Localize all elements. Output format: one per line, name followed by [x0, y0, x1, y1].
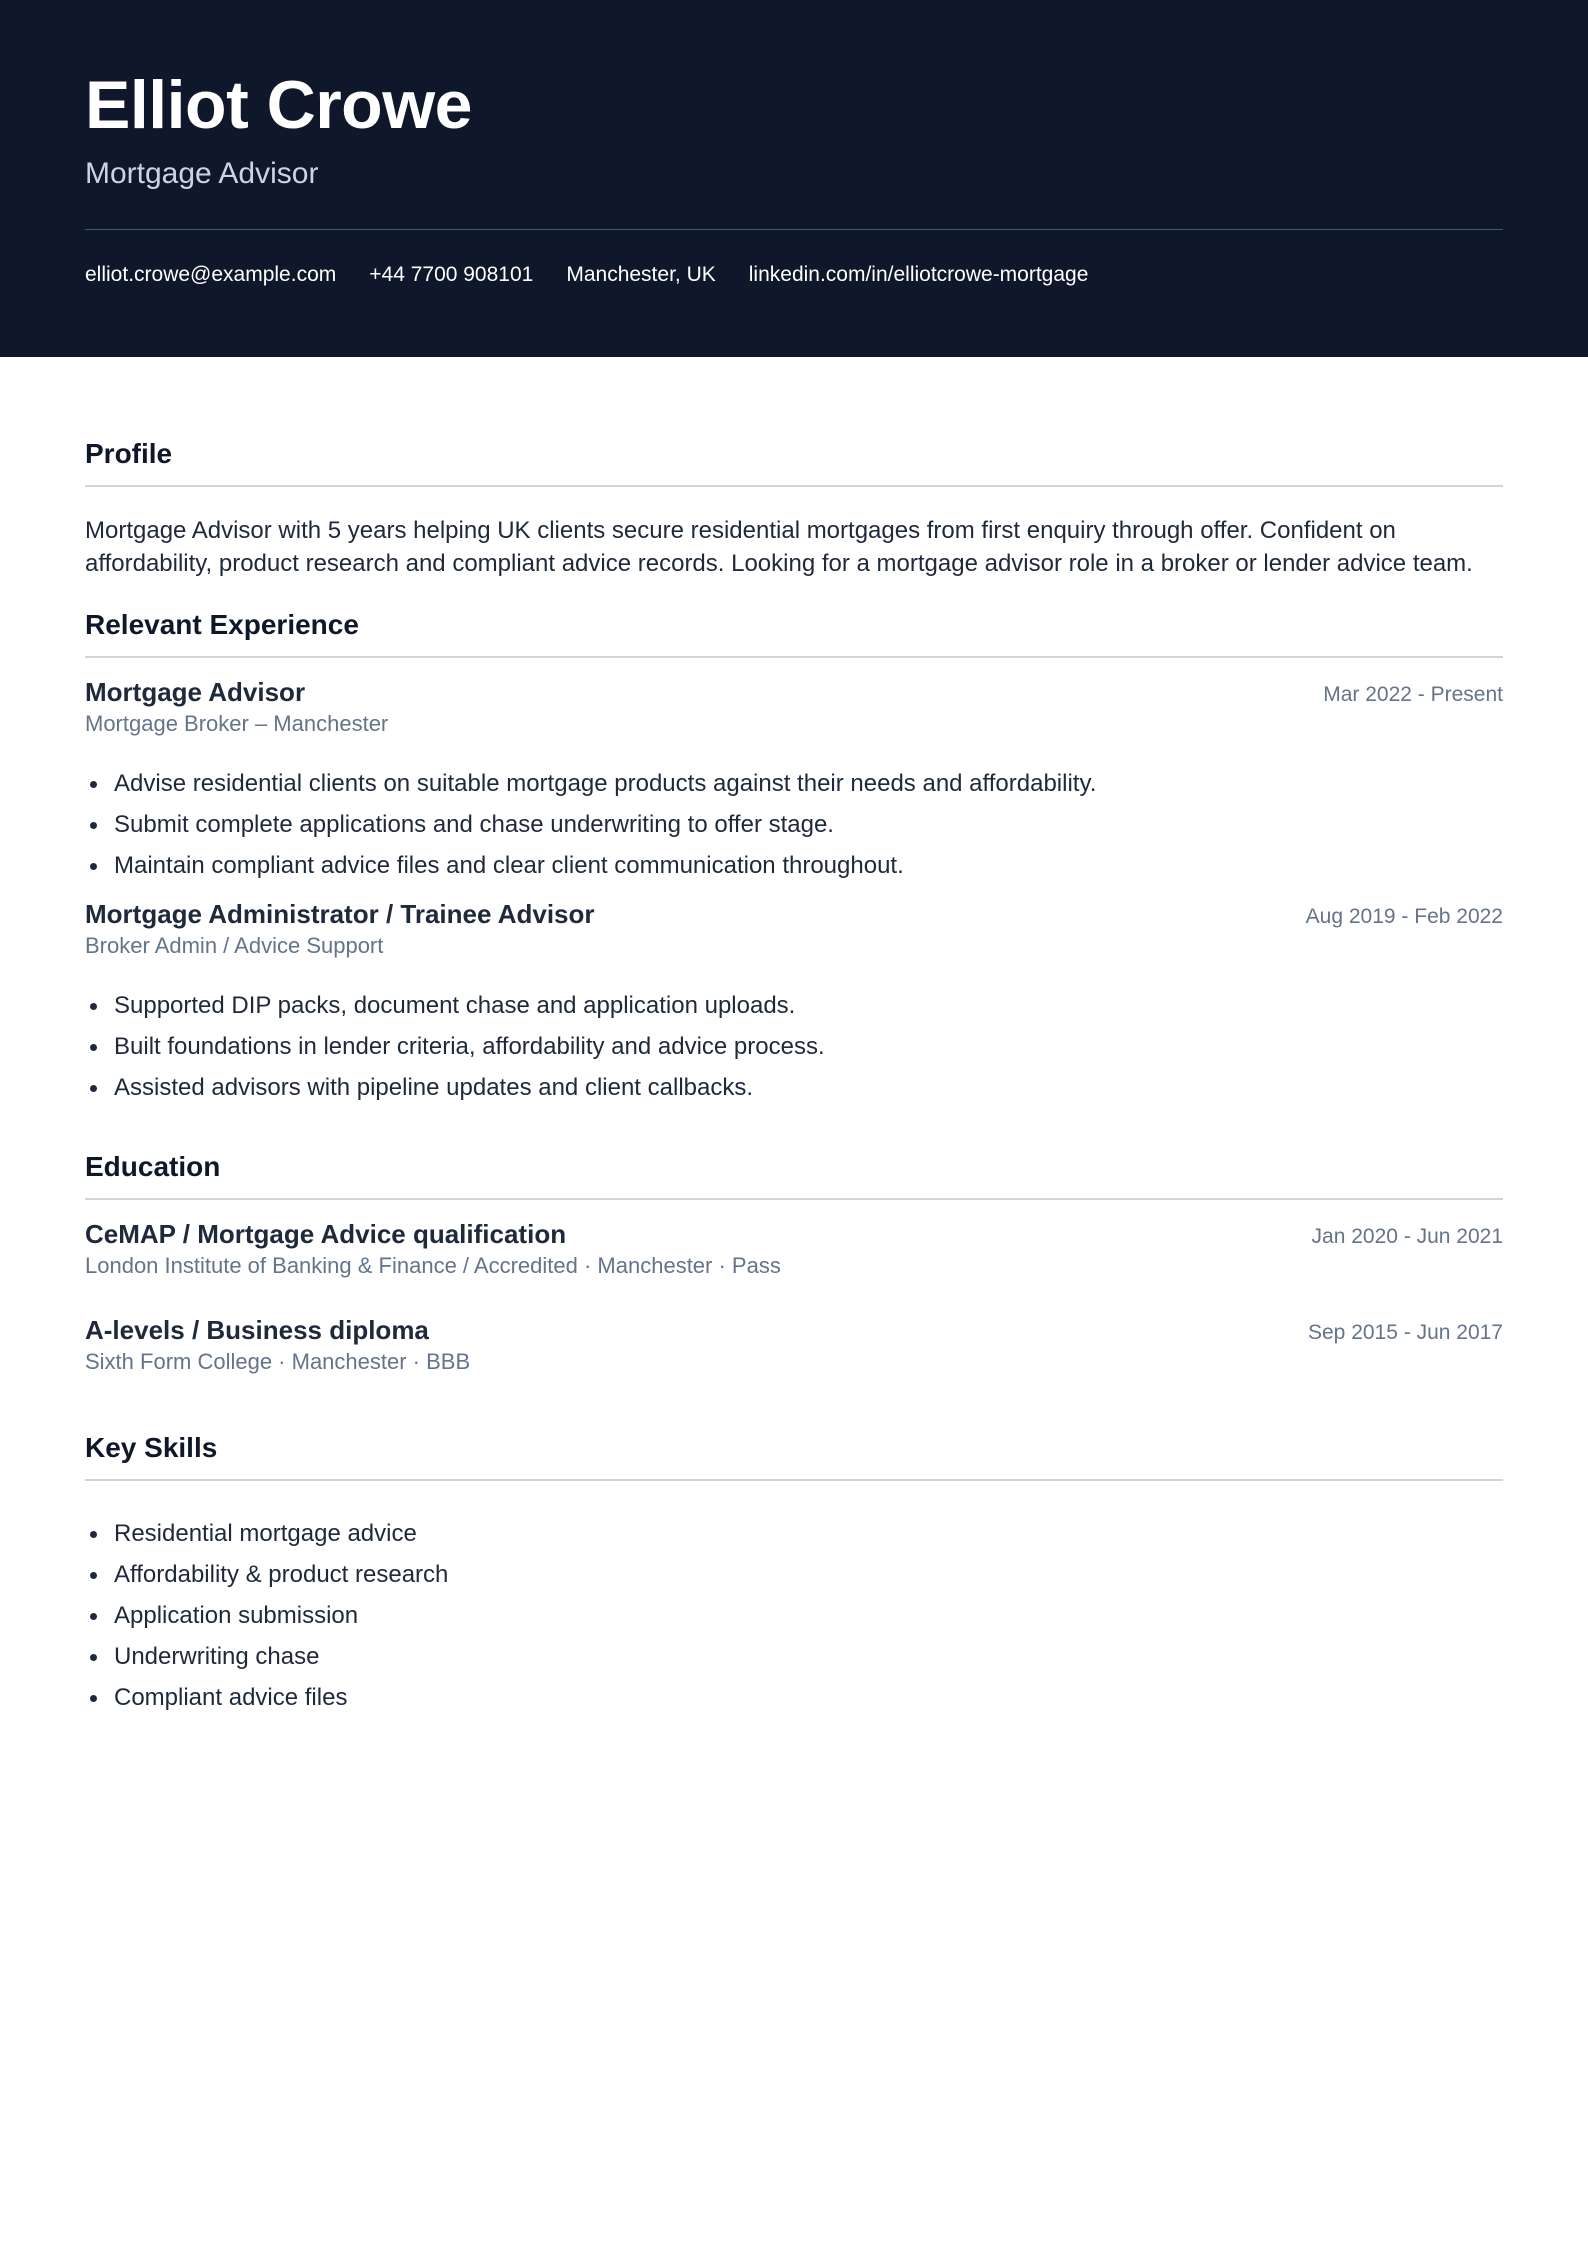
contact-phone[interactable]: +44 7700 908101	[369, 263, 534, 286]
education-title: CeMAP / Mortgage Advice qualification	[85, 1219, 567, 1249]
resume-header	[0, 0, 1588, 357]
job-entry	[85, 898, 1503, 1108]
section-title-profile: Profile	[85, 438, 173, 469]
job-dates: Aug 2019 - Feb 2022	[1305, 905, 1503, 928]
job-title: Mortgage Administrator / Trainee Advisor	[85, 899, 595, 929]
section-divider	[85, 1198, 1503, 1200]
section-divider	[85, 656, 1503, 658]
list-item: Submit complete applications and chase underwriting to offer stage.	[85, 804, 1503, 845]
job-bullets	[85, 763, 1503, 886]
list-item: Assisted advisors with pipeline updates and client callbacks.	[85, 1067, 1503, 1108]
education-detail: Sixth Form College · Manchester · BBB	[85, 1349, 471, 1374]
education-entry	[85, 1218, 1503, 1281]
section-title-skills: Key Skills	[85, 1432, 218, 1463]
contact-row	[85, 261, 1503, 289]
education-entry	[85, 1314, 1503, 1377]
profile-summary: Mortgage Advisor with 5 years helping UK clients secure residential mortgages from first enquiry through offer. Confident on affordability, product research and compliant advice records. Looking for a mortgage advisor role in a broker or lender advice team.	[85, 517, 1473, 577]
resume-body	[0, 357, 1588, 1718]
job-employer: Mortgage Broker – Manchester	[85, 711, 389, 736]
education-section	[85, 1150, 1503, 1377]
list-item: Supported DIP packs, document chase and application uploads.	[85, 985, 1503, 1026]
list-item: Residential mortgage advice	[85, 1513, 1503, 1554]
candidate-name: Elliot Crowe	[85, 67, 472, 143]
education-detail: London Institute of Banking & Finance / Accredited · Manchester · Pass	[85, 1253, 781, 1278]
experience-section	[85, 608, 1503, 1108]
education-title: A-levels / Business diploma	[85, 1315, 429, 1345]
contact-email[interactable]: elliot.crowe@example.com	[85, 263, 337, 286]
list-item: Underwriting chase	[85, 1636, 1503, 1677]
education-dates: Sep 2015 - Jun 2017	[1308, 1321, 1503, 1344]
education-dates: Jan 2020 - Jun 2021	[1311, 1225, 1503, 1248]
skills-section	[85, 1431, 1503, 1718]
job-employer: Broker Admin / Advice Support	[85, 933, 384, 958]
job-title: Mortgage Advisor	[85, 677, 306, 707]
list-item: Affordability & product research	[85, 1554, 1503, 1595]
list-item: Built foundations in lender criteria, affordability and advice process.	[85, 1026, 1503, 1067]
list-item: Compliant advice files	[85, 1677, 1503, 1718]
job-dates: Mar 2022 - Present	[1323, 683, 1503, 706]
job-bullets	[85, 985, 1503, 1108]
contact-location: Manchester, UK	[566, 263, 716, 286]
job-entry	[85, 676, 1503, 886]
skills-list	[85, 1513, 1503, 1718]
candidate-role: Mortgage Advisor	[85, 157, 319, 190]
section-divider	[85, 1479, 1503, 1481]
list-item: Maintain compliant advice files and clear client communication throughout.	[85, 845, 1503, 886]
list-item: Advise residential clients on suitable mortgage products against their needs and affordability.	[85, 763, 1503, 804]
section-divider	[85, 485, 1503, 487]
section-title-experience: Relevant Experience	[85, 609, 359, 640]
list-item: Application submission	[85, 1595, 1503, 1636]
profile-section	[85, 437, 1503, 580]
header-divider	[85, 229, 1503, 230]
contact-linkedin[interactable]: linkedin.com/in/elliotcrowe-mortgage	[748, 263, 1089, 286]
section-title-education: Education	[85, 1151, 221, 1182]
